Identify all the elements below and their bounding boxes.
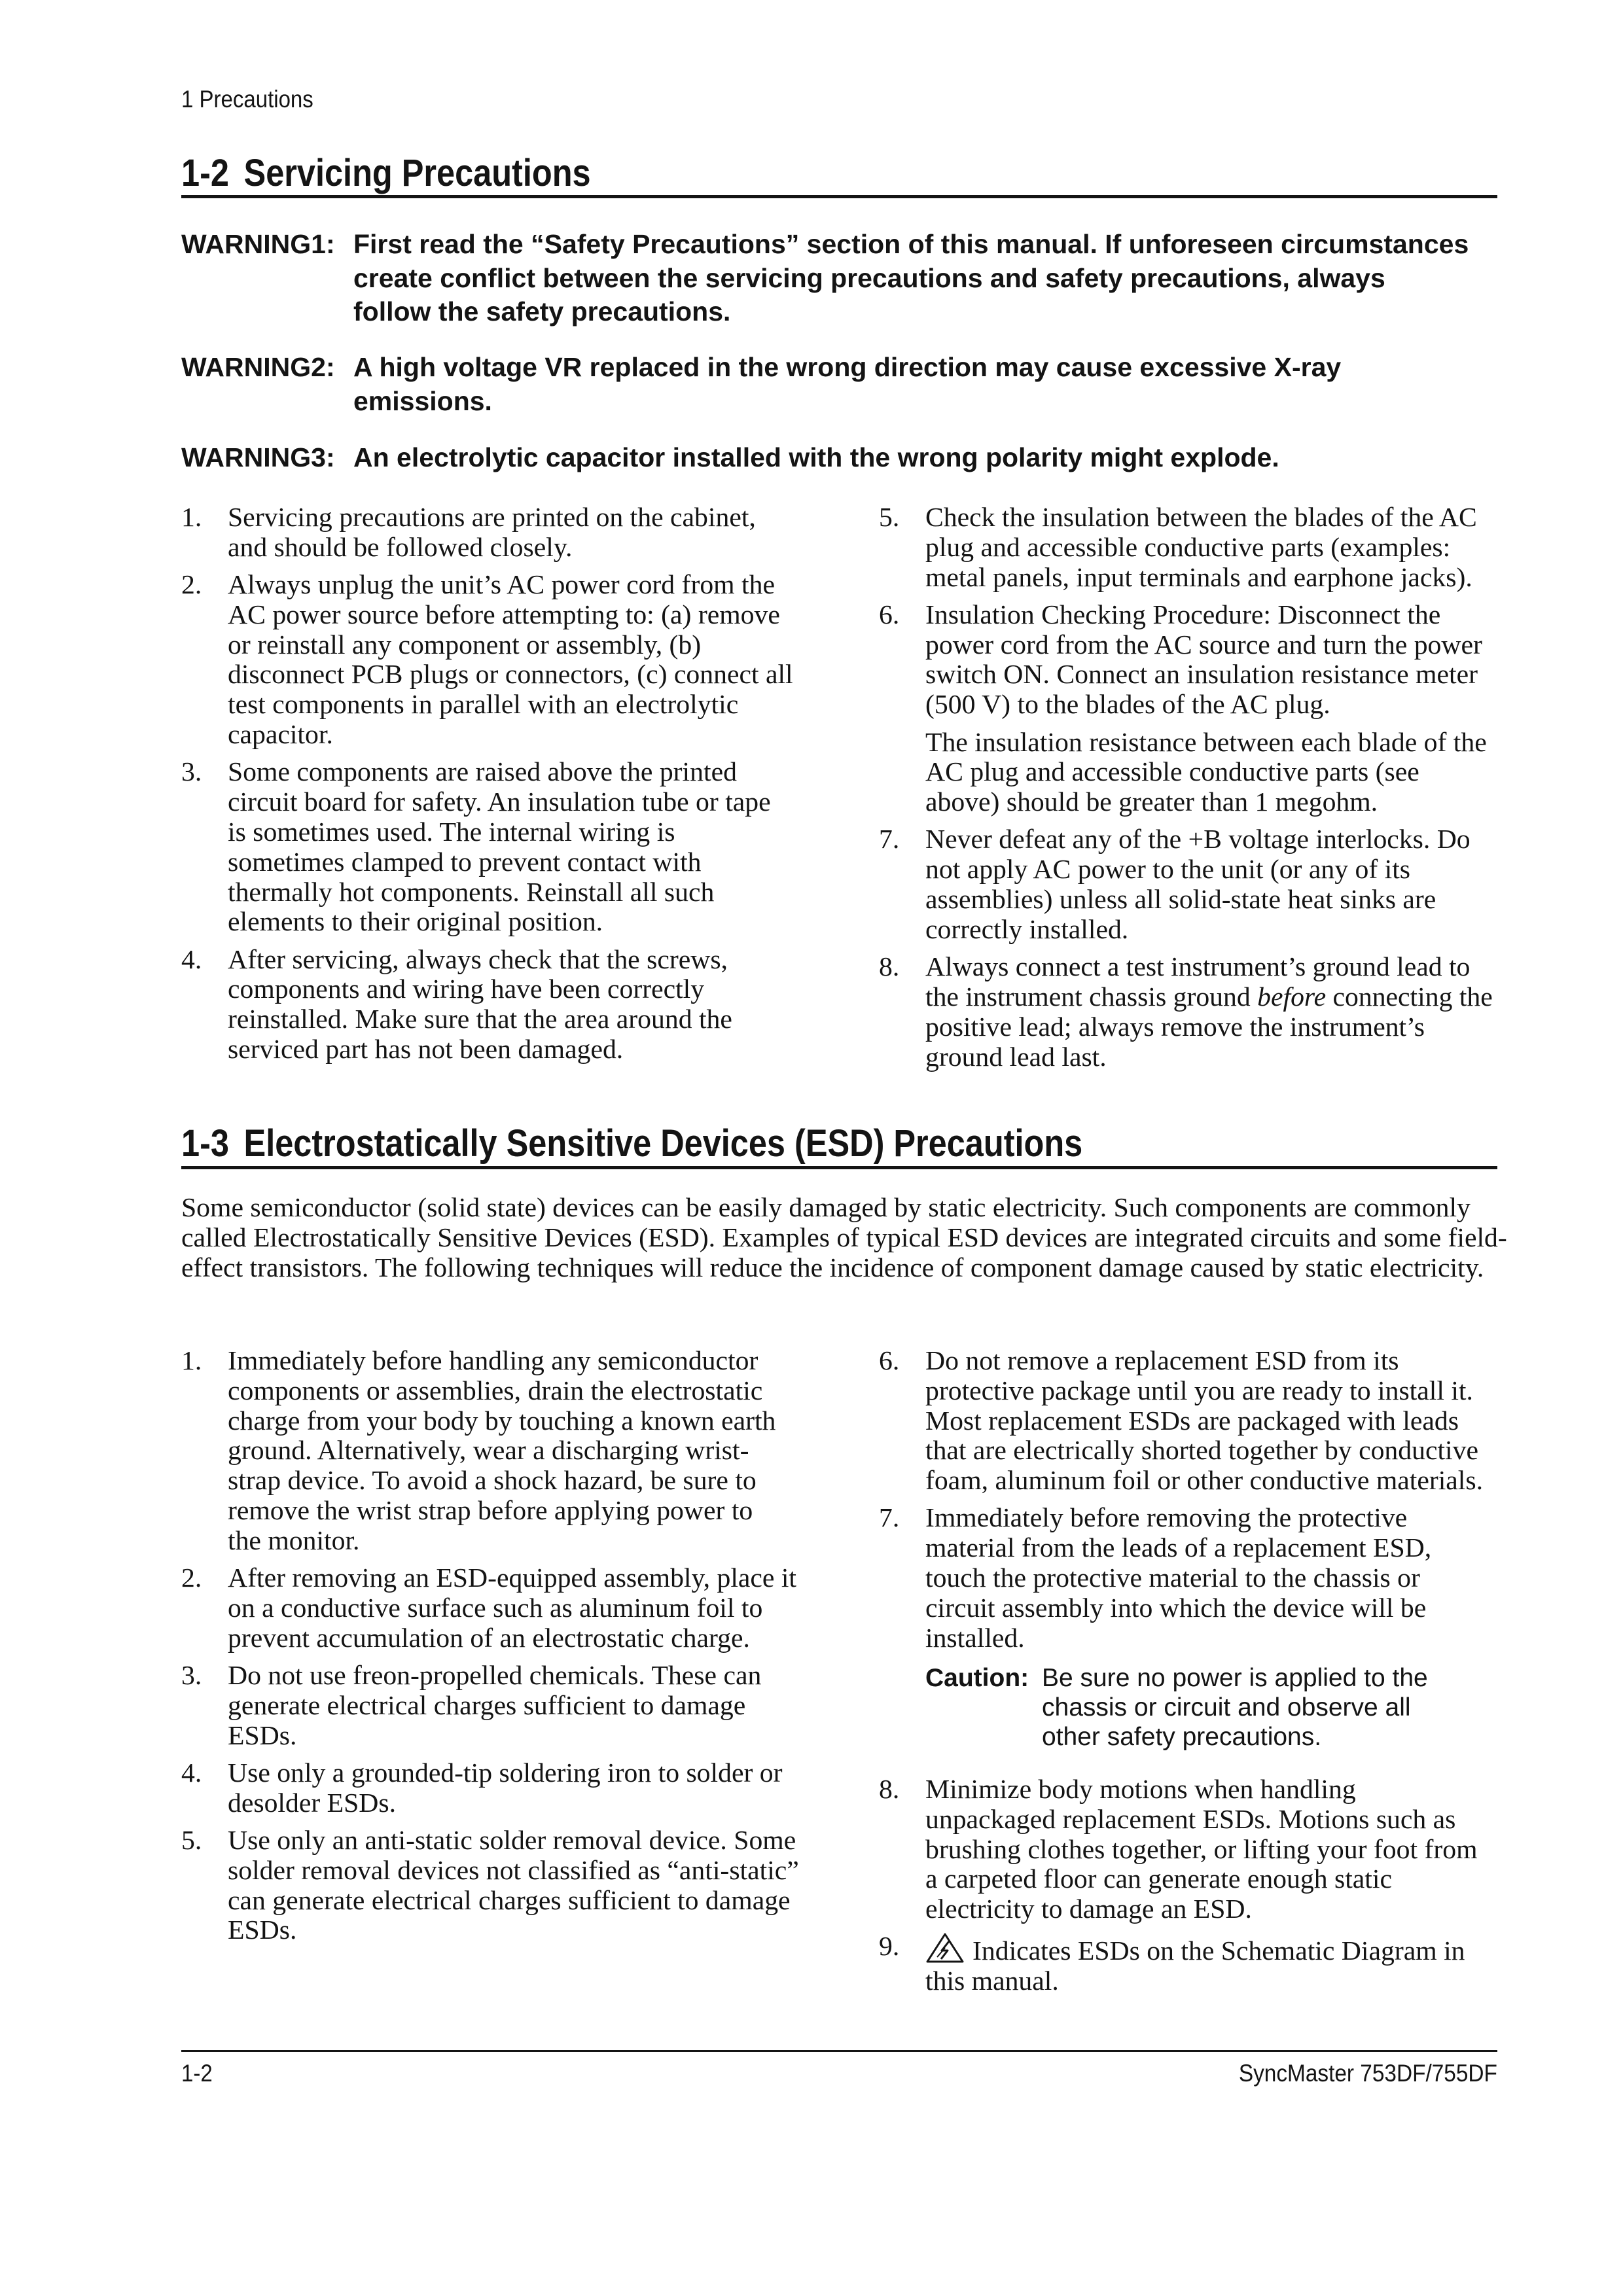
list-item [181,758,836,938]
warning-text: An electrolytic capacitor installed with the wrong polarity might explode. [353,442,1279,472]
list-item-text: After removing an ESD-equipped assembly, place it on a conductive surface such as aluminum foil to prevent accumulation of an electrostatic charge. [228,1563,797,1653]
list-item-number: 4. [181,944,202,975]
list-item-text: Do not use freon-propelled chemicals. These can generate electrical charges sufficient to damage ESDs. [228,1660,762,1751]
list-item-text: Insulation Checking Procedure: Disconnect the power cord from the AC source and turn the power switch ON. Connect an insulation resistance meter (500 V) to the blades of the AC plug. [925,599,1482,720]
list-item [181,945,836,1065]
list-item-number: 1. [181,503,202,533]
section-title: Servicing Precautions [243,152,591,194]
list-item-text: Check the insulation between the blades of the AC plug and accessible conductive parts (examples: metal panels, input terminals and earphone jacks). [925,503,1477,593]
warning-2 [181,351,1529,418]
warning-text: A high voltage VR replaced in the wrong direction may cause excessive X-ray emissions. [353,352,1342,416]
section-rule [181,195,1497,198]
servicing-list-left [181,503,836,1072]
list-item [181,571,836,751]
list-item-text: Use only a grounded-tip soldering iron to solder or desolder ESDs. [228,1757,783,1818]
list-item-number: 5. [181,1825,202,1856]
list-item-text: Never defeat any of the +B voltage interlocks. Do not apply AC power to the unit (or any of its assemblies) unless all solid-state heat sinks are correctly installed. [925,824,1471,945]
list-item-number: 7. [879,824,900,855]
list-item-number: 7. [879,1503,900,1534]
esd-warning-triangle-icon [925,1932,965,1964]
section-number: 1-2 [181,152,229,194]
list-item-note: The insulation resistance between each blade of the AC plug and accessible conductive parts (see above) should be greater than 1 megohm. [925,727,1487,818]
list-item [879,953,1533,1072]
caution-text: Be sure no power is applied to the chassis or circuit and observe all other safety precautions. [1042,1664,1428,1752]
esd-list-left [181,1347,836,1954]
list-item-text: Always connect a test instrument’s ground lead to the instrument chassis ground [925,952,1471,1012]
list-item-text: connecting the positive lead; always remove the instrument’s ground lead last. [925,981,1493,1072]
list-item-text: Servicing precautions are printed on the cabinet, and should be followed closely. [228,503,756,563]
warning-3 [181,441,1529,475]
list-item [181,1564,836,1653]
servicing-list-right [879,503,1533,1080]
section-heading-1-3 [181,1122,1082,1165]
caution-note [925,1663,1533,1752]
list-item [879,1932,1533,1997]
list-item-text: Always unplug the unit’s AC power cord from the AC power source before attempting to: (a) remove or reinstall any component or assembly, (b) disconnect PCB plugs or connectors, (c) connect all test components in parallel with an electrolytic capacitor. [228,570,793,751]
list-item [879,1504,1533,1752]
section-heading-1-2 [181,152,591,195]
list-item-text: Indicates ESDs on the Schematic Diagram in this manual. [925,1936,1465,1997]
list-item-text: Immediately before removing the protective material from the leads of a replacement ESD, touch the protective material to the chassis or circuit assembly into which the device will be installed. [925,1503,1432,1653]
list-item-number: 9. [879,1932,900,1962]
footer-rule [181,2050,1497,2052]
list-item-text: Minimize body motions when handling unpackaged replacement ESDs. Motions such as brushing clothes together, or lifting your foot from a carpeted floor can generate enough static electricity to damage an ESD. [925,1774,1478,1925]
list-item [181,1826,836,1946]
list-item [181,1661,836,1751]
list-item [879,1775,1533,1925]
list-item-number: 4. [181,1757,202,1788]
list-item [879,601,1533,818]
list-item [879,503,1533,593]
caution-label: Caution: [925,1664,1029,1693]
running-header: 1 Precautions [181,85,313,113]
page-number: 1-2 [181,2059,213,2087]
list-item-number: 3. [181,757,202,788]
list-item-number: 3. [181,1660,202,1691]
list-item-number: 8. [879,952,900,983]
list-item [181,1759,836,1819]
section-number: 1-3 [181,1122,229,1165]
list-item-number: 8. [879,1774,900,1805]
model-name: SyncMaster 753DF/755DF [1238,2059,1497,2087]
warning-1 [181,228,1529,329]
warning-label: WARNING2: [181,352,335,382]
list-item-text: Immediately before handling any semiconductor components or assemblies, drain the electrostatic charge from your body by touching a known earth ground. Alternatively, wear a discharging wrist- strap device. To avoid a shock hazard, be sure to remove the wrist strap before applying power to the monitor. [228,1346,776,1556]
esd-intro-paragraph: Some semiconductor (solid state) devices can be easily damaged by static electricity. Such components are commonly called Electrostatically Sensitive Devices (ESD). Examples of typical ESD devices are integrated circuits and some field- effect transistors. The following techniques will reduce the incidence of component damage caused by static electricity. [181,1193,1507,1283]
warning-text: First read the “Safety Precautions” section of this manual. If unforeseen circumstances create conflict between the servicing precautions and safety precautions, always follow the safety precautions. [353,229,1469,327]
list-item-text: Use only an anti-static solder removal device. Some solder removal devices not classified as “anti-static” can generate electrical charges sufficient to damage ESDs. [228,1825,799,1946]
list-item-number: 2. [181,570,202,601]
list-item-italic-text: before [1257,981,1327,1012]
esd-list-right [879,1347,1533,2005]
list-item-number: 5. [879,503,900,533]
list-item-text: Some components are raised above the printed circuit board for safety. An insulation tube or tape is sometimes used. The internal wiring is sometimes clamped to prevent contact with thermally hot components. Reinstall all such elements to their original position. [228,757,771,938]
list-item [181,503,836,563]
list-item-text: Do not remove a replacement ESD from its protective package until you are ready to install it. Most replacement ESDs are packaged with leads that are electrically shorted together by conductive foam, aluminum foil or other conductive materials. [925,1346,1484,1496]
list-item-text: After servicing, always check that the screws, components and wiring have been correctly reinstalled. Make sure that the area around the serviced part has not been damaged. [228,944,732,1065]
list-item-number: 2. [181,1563,202,1594]
warning-label: WARNING1: [181,229,335,259]
warning-label: WARNING3: [181,442,335,472]
section-rule [181,1166,1497,1169]
list-item-number: 6. [879,1346,900,1376]
list-item [879,825,1533,945]
list-item-number: 1. [181,1346,202,1376]
list-item [879,1347,1533,1496]
list-item [181,1347,836,1557]
section-title: Electrostatically Sensitive Devices (ESD) Precautions [243,1122,1083,1165]
list-item-number: 6. [879,599,900,630]
